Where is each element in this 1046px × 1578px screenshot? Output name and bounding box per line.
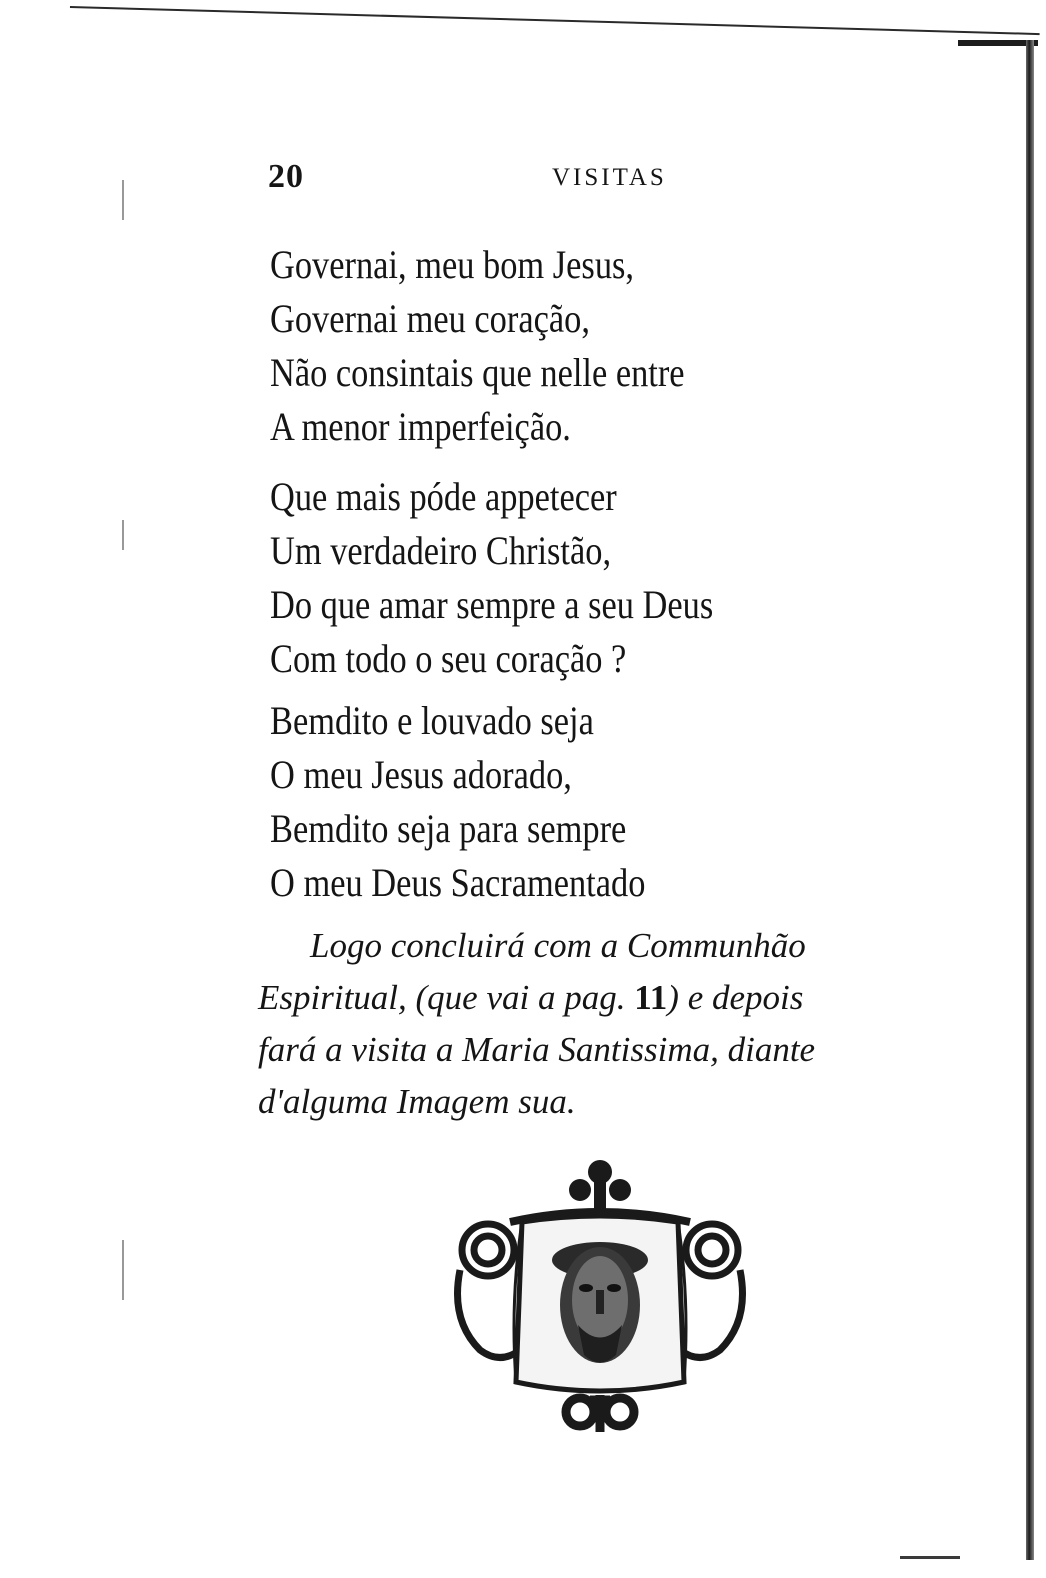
rubric-line: fará a visita a Maria Santissima, diante [258,1030,816,1069]
page-edge-bottom-mark [900,1556,960,1559]
left-scroll-ornament [458,1224,521,1358]
page-reference: 11 [634,978,668,1017]
verse-line: O meu Jesus adorado, [270,752,572,797]
running-head: VISITAS [552,164,667,191]
stanza [270,470,713,686]
rubric-text: Espiritual, (que vai a pag. [258,978,635,1017]
verse-line: A menor imperfeição. [270,404,571,449]
page-edge-right [1026,40,1034,1560]
page-edge-left-speck [122,180,124,220]
knot-ornament [566,1395,634,1432]
stanza [270,694,645,910]
verse-line: Bemdito e louvado seja [270,698,594,743]
verse-line: Governai meu coração, [270,296,590,341]
rubric-text: ) e depois [667,978,804,1017]
page-edge-top [70,6,1040,35]
stanza [270,238,685,454]
rubric-line: Logo concluirá com a Communhão [310,926,806,965]
right-scroll-ornament [680,1224,743,1358]
page-edge-left-speck [122,1240,124,1300]
rubric-line [258,972,938,1024]
verse-line: Não consintais que nelle entre [270,350,685,395]
verse-line: Bemdito seja para sempre [270,806,627,851]
rubric-instruction [258,920,938,1128]
holy-face-veil-ornament [440,1150,760,1440]
verse-line: Governai, meu bom Jesus, [270,242,635,287]
verse-line: Um verdadeiro Christão, [270,528,612,573]
page-edge-left-speck [122,520,124,550]
page-number: 20 [268,158,304,195]
verse-line: Que mais póde appetecer [270,474,617,519]
verse-line: Com todo o seu coração ? [270,636,627,681]
verse-line: Do que amar sempre a seu Deus [270,582,714,627]
verse-line: O meu Deus Sacramentado [270,860,646,905]
rubric-line: d'alguma Imagem sua. [258,1082,576,1121]
